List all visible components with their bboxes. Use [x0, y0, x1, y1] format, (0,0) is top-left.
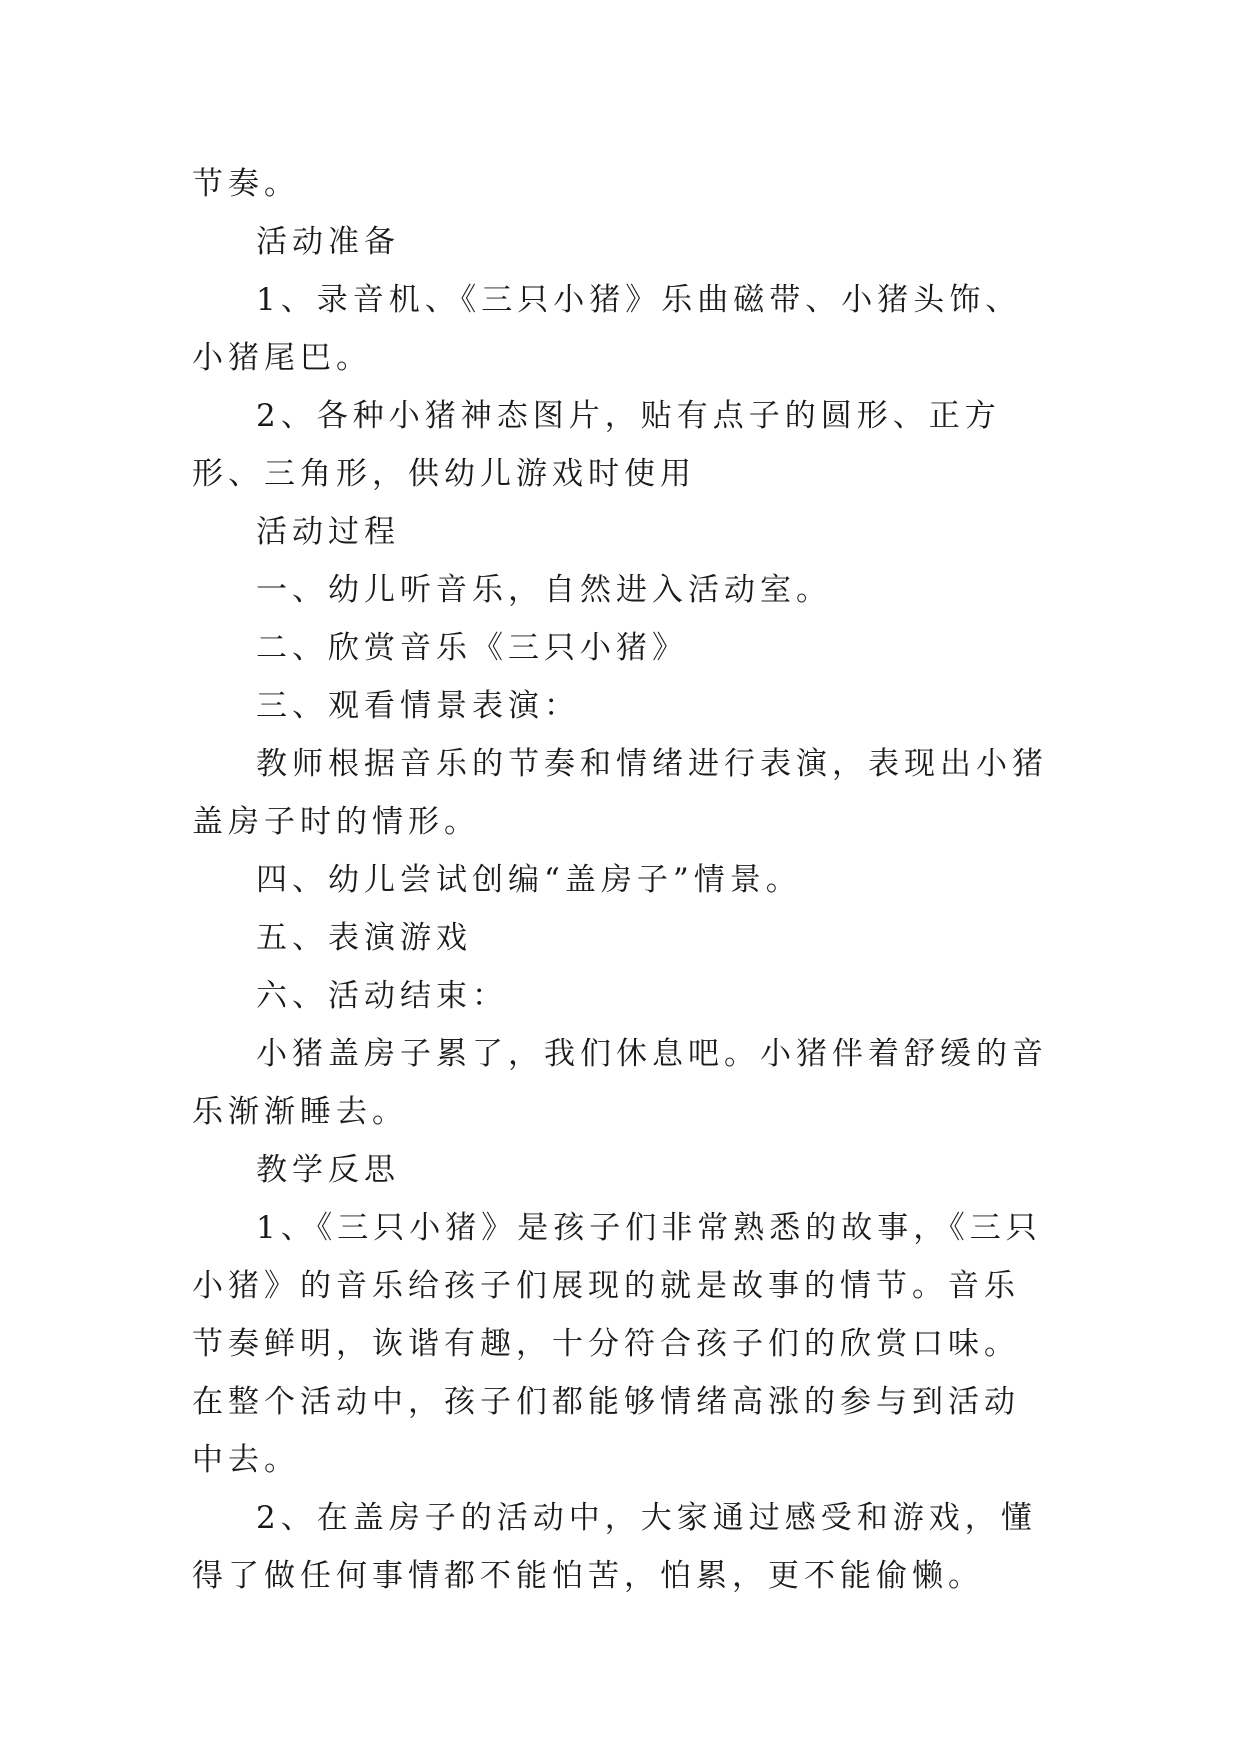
paragraph-process-4: 四、幼儿尝试创编“盖房子”情景。 — [256, 862, 802, 898]
paragraph-preparation-1: 1、录音机、《三只小猪》乐曲磁带、小猪头饰、小猪尾巴。 — [192, 282, 1022, 376]
paragraph-process-3: 三、观看情景表演： — [256, 688, 580, 724]
heading-teaching-reflection: 教学反思 — [256, 1152, 400, 1188]
paragraph-process-2: 二、欣赏音乐《三只小猪》 — [256, 630, 688, 666]
paragraph-process-1: 一、幼儿听音乐，自然进入活动室。 — [256, 572, 832, 608]
paragraph-process-5: 五、表演游戏 — [256, 920, 472, 956]
paragraph-continuation: 节奏。 — [192, 166, 300, 202]
paragraph-preparation-2: 2、各种小猪神态图片，贴有点子的圆形、正方形、三角形，供幼儿游戏时使用 — [192, 398, 1001, 492]
paragraph-process-6: 六、活动结束： — [256, 978, 508, 1014]
paragraph-process-3-detail: 教师根据音乐的节奏和情绪进行表演，表现出小猪盖房子时的情形。 — [192, 746, 1048, 840]
paragraph-reflection-1: 1、《三只小猪》是孩子们非常熟悉的故事，《三只小猪》的音乐给孩子们展现的就是故事的情节。音乐节奏鲜明，诙谐有趣，十分符合孩子们的欣赏口味。在整个活动中，孩子们都能够情绪高涨的参与到活动中去。 — [192, 1210, 1042, 1478]
paragraph-reflection-2: 2、在盖房子的活动中，大家通过感受和游戏，懂得了做任何事情都不能怕苦，怕累，更不能偷懒。 — [192, 1500, 1037, 1594]
heading-activity-preparation: 活动准备 — [256, 224, 400, 260]
heading-activity-process: 活动过程 — [256, 514, 400, 550]
document-body — [192, 155, 1054, 1605]
paragraph-process-6-detail: 小猪盖房子累了，我们休息吧。小猪伴着舒缓的音乐渐渐睡去。 — [192, 1036, 1048, 1130]
